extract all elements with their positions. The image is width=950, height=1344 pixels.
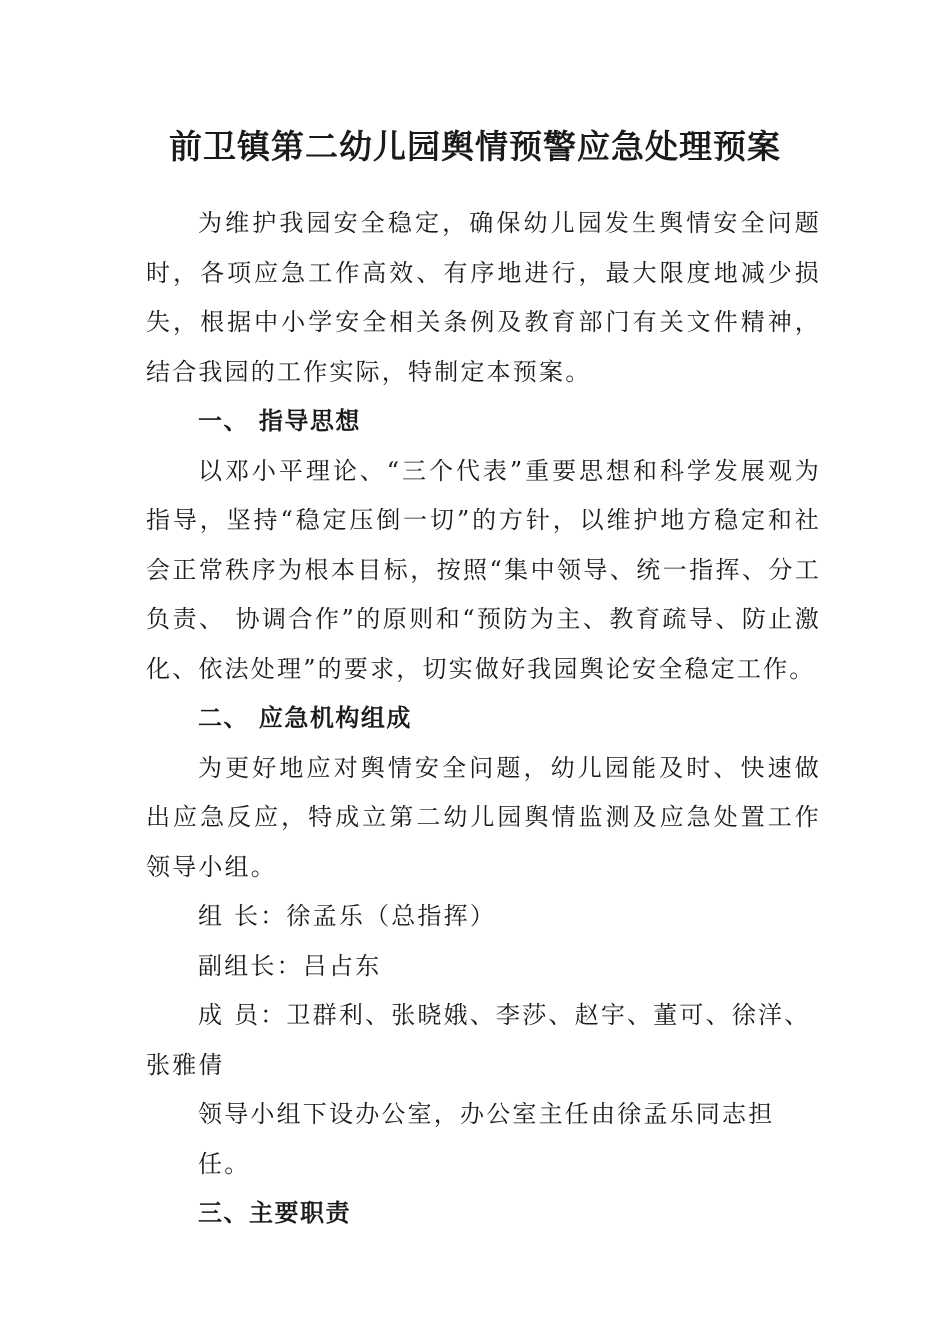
deputy-leader-line: 副组长：吕占东 [198, 951, 382, 980]
intro-paragraph: 为维护我园安全稳定，确保幼儿园发生舆情安全问题时，各项应急工作高效、有序地进行，最大限度地减少损失，根据中小学安全相关条例及教育部门有关文件精神，结合我园的工作实际，特制定本预案。 [146, 209, 821, 386]
section-heading-emergency-organization: 二、 应急机构组成 [198, 704, 412, 732]
members-line: 成 员：卫群利、张晓娥、李莎、赵宇、董可、徐洋、张雅倩 [146, 1001, 811, 1079]
office-line: 领导小组下设办公室，办公室主任由徐孟乐同志担任。 [198, 1100, 775, 1178]
guiding-ideology-paragraph: 以邓小平理论、“三个代表”重要思想和科学发展观为指导，坚持“稳定压倒一切”的方针，以维护地方稳定和社会正常秩序为根本目标，按照“集中领导、统一指挥、分工负责、 协调合作”的原则和“预防为主、教育疏导、防止激化、依法处理”的要求，切实做好我园舆论安全稳定工作。 [146, 456, 821, 683]
document-body [146, 199, 821, 1239]
group-leader-line: 组 长：徐孟乐（总指挥） [198, 902, 497, 930]
document-title: 前卫镇第二幼儿园舆情预警应急处理预案 [169, 127, 781, 167]
section-heading-guiding-ideology: 一、 指导思想 [198, 407, 361, 435]
emergency-organization-paragraph: 为更好地应对舆情安全问题，幼儿园能及时、快速做出应急反应，特成立第二幼儿园舆情监测及应急处置工作领导小组。 [146, 753, 821, 881]
section-heading-main-duties: 三、主要职责 [198, 1199, 351, 1227]
